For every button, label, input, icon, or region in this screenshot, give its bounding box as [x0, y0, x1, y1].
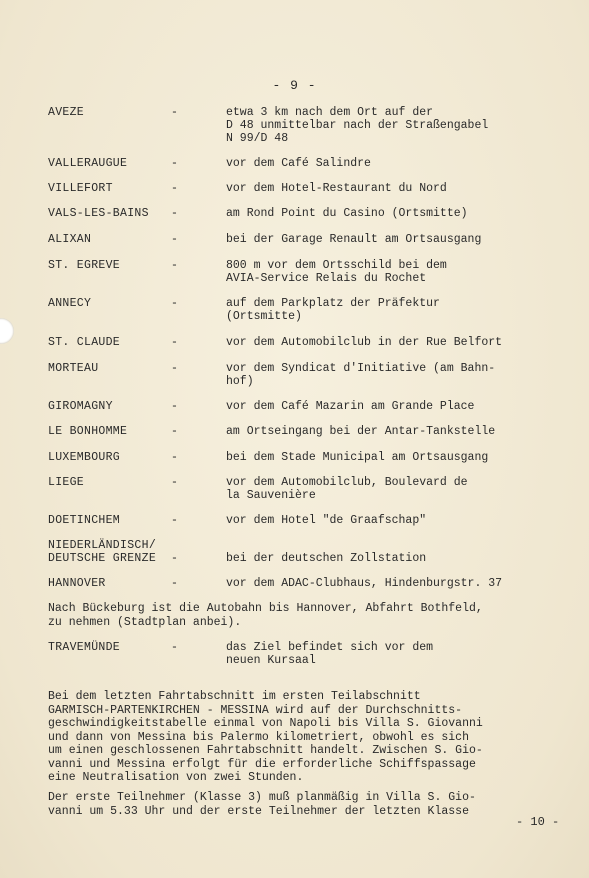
place-name: DOETINCHEM [48, 514, 121, 527]
place-name: HANNOVER [48, 577, 106, 590]
separator-dash: - [171, 552, 178, 565]
place-name: VILLEFORT [48, 182, 113, 195]
place-description: bei dem Stade Municipal am Ortsausgang [226, 451, 489, 464]
separator-dash: - [171, 336, 178, 349]
separator-dash: - [171, 207, 178, 220]
place-description: bei der Garage Renault am Ortsausgang [226, 233, 482, 246]
place-description: vor dem Hotel-Restaurant du Nord [226, 182, 447, 195]
separator-dash: - [171, 106, 178, 119]
place-name: ANNECY [48, 297, 92, 310]
place-description: auf dem Parkplatz der Präfektur (Ortsmitte) [226, 297, 440, 323]
place-name: ST. CLAUDE [48, 336, 121, 349]
separator-dash: - [171, 297, 178, 310]
separator-dash: - [171, 182, 178, 195]
separator-dash: - [171, 641, 178, 654]
place-name: MORTEAU [48, 362, 99, 375]
separator-dash: - [171, 514, 178, 527]
separator-dash: - [171, 400, 178, 413]
place-description: am Rond Point du Casino (Ortsmitte) [226, 207, 468, 220]
place-name: LUXEMBOURG [48, 451, 121, 464]
place-name: AVEZE [48, 106, 85, 119]
place-description: vor dem Café Salindre [226, 157, 371, 170]
separator-dash: - [171, 362, 178, 375]
place-description: vor dem ADAC-Clubhaus, Hindenburgstr. 37 [226, 577, 503, 590]
place-description: bei der deutschen Zollstation [226, 552, 427, 565]
separator-dash: - [171, 577, 178, 590]
separator-dash: - [171, 259, 178, 272]
separator-dash: - [171, 476, 178, 489]
page-number: - 9 - [272, 78, 317, 93]
next-page-number: - 10 - [516, 815, 560, 829]
place-name: GIROMAGNY [48, 400, 113, 413]
place-name: LE BONHOMME [48, 425, 128, 438]
place-name: ALIXAN [48, 233, 92, 246]
place-description: 800 m vor dem Ortsschild bei dem AVIA-Service Relais du Rochet [226, 259, 447, 285]
place-description: das Ziel befindet sich vor dem neuen Kursaal [226, 641, 434, 667]
place-description: vor dem Café Mazarin am Grande Place [226, 400, 475, 413]
place-description: etwa 3 km nach dem Ort auf der D 48 unmittelbar nach der Straßengabel N 99/D 48 [226, 106, 489, 145]
place-name: ST. EGREVE [48, 259, 121, 272]
place-description: vor dem Automobilclub in der Rue Belfort [226, 336, 503, 349]
place-description: vor dem Syndicat d'Initiative (am Bahn- hof) [226, 362, 496, 388]
paragraph-messina: Bei dem letzten Fahrtabschnitt im ersten Teilabschnitt GARMISCH-PARTENKIRCHEN - MESSINA wird auf der Durchschnitts- geschwindigkeitstabelle einmal von Napoli bis Villa S. Giovanni und dann von Messina bis Palermo kilometriert, obwohl es sich um einen geschlossenen Fahrtabschnitt handelt. Zwischen S. Gio- vanni und Messina erfolgt für die erforderliche Schiffspassage eine Neutralisation von zwei Stunden. [48, 690, 483, 784]
place-name: VALS-LES-BAINS [48, 207, 149, 220]
place-name: TRAVEMÜNDE [48, 641, 121, 654]
place-name: LIEGE [48, 476, 85, 489]
place-name: NIEDERLÄNDISCH/ DEUTSCHE GRENZE [48, 539, 157, 565]
separator-dash: - [171, 157, 178, 170]
paragraph-first-participant: Der erste Teilnehmer (Klasse 3) muß planmäßig in Villa S. Gio- vanni um 5.33 Uhr und der erste Teilnehmer der letzten Klasse [48, 791, 476, 818]
separator-dash: - [171, 233, 178, 246]
place-name: VALLERAUGUE [48, 157, 128, 170]
separator-dash: - [171, 451, 178, 464]
separator-dash: - [171, 425, 178, 438]
place-description: am Ortseingang bei der Antar-Tankstelle [226, 425, 496, 438]
place-description: vor dem Automobilclub, Boulevard de la Sauvenière [226, 476, 468, 502]
punch-hole [0, 318, 14, 344]
note-bueckeburg: Nach Bückeburg ist die Autobahn bis Hannover, Abfahrt Bothfeld, zu nehmen (Stadtplan anbei). [48, 602, 483, 629]
place-description: vor dem Hotel "de Graafschap" [226, 514, 427, 527]
